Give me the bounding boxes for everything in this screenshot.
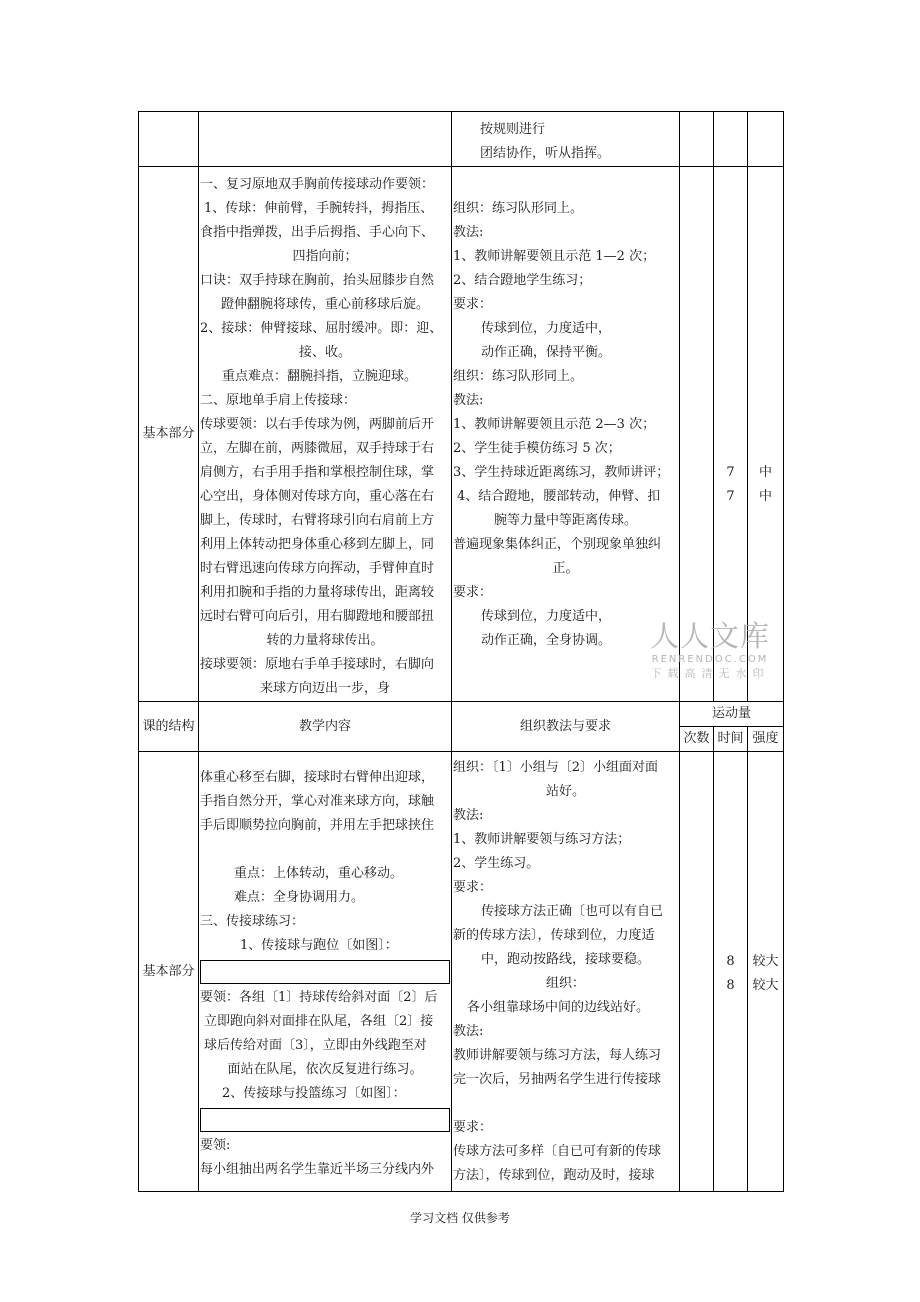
intensity-value: 较大: [752, 954, 779, 969]
content-line: 难点：全身协调用力。: [234, 890, 365, 905]
content-line: 远时右臂可向后引，用右脚蹬地和腰部扭: [200, 609, 435, 624]
org-line: 方法〕，传球到位，跑动及时，接球: [453, 1168, 655, 1183]
duration-value: 7: [726, 465, 735, 480]
intensity-cell: [748, 112, 784, 167]
content-line: 要领:: [200, 1138, 231, 1153]
content-line: 利用上体转动把身体重心移到左脚上，同: [200, 537, 435, 552]
intensity-value: 较大: [752, 978, 779, 993]
content-line: 转的力量将球传出。: [266, 633, 384, 648]
content-cell: [199, 752, 452, 1192]
watermark-domain: RENRENDOC.COM: [651, 654, 769, 665]
content-line: 肩侧方，右手用手指和掌根控制住球，掌: [200, 465, 435, 480]
watermark: [645, 618, 775, 682]
blank-line: [453, 1092, 678, 1116]
content-line: 口诀：双手持球在胸前，抬头屈膝步自然: [200, 273, 435, 288]
content-line: 蹬伸翻腕将球传，重心前移球后旋。: [220, 297, 429, 312]
intensity-cell: [748, 752, 784, 1192]
org-line: 传球到位，力度适中，: [481, 609, 612, 624]
content-line: 要领：各组〔1〕持球传给斜对面〔2〕后: [200, 990, 438, 1005]
blank-line: [200, 838, 450, 862]
org-line: 组织：练习队形同上。: [453, 369, 584, 384]
content-line: 三、传接球练习：: [200, 914, 305, 929]
header-times: 次数: [680, 727, 714, 752]
header-duration: 时间: [714, 727, 748, 752]
duration-value: 8: [726, 978, 735, 993]
content-line: 心空出，身体侧对传球方向，重心落在右: [200, 489, 435, 504]
content-line: 接球要领：原地右手单手接球时，右脚向: [200, 657, 435, 672]
structure-cell: [139, 112, 199, 167]
content-line: 立即跑向斜对面排在队尾，各组〔2〕接: [204, 1014, 434, 1029]
content-line: 时右臂迅速向传球方向挥动，手臂伸直时: [200, 561, 435, 576]
content-line: 传球要领：以右手传球为例，两脚前后开: [200, 417, 435, 432]
org-cell: [452, 112, 680, 167]
times-cell: [680, 112, 714, 167]
content-cell: [199, 112, 452, 167]
org-line: 动作正确，全身协调。: [481, 633, 612, 648]
org-line: 按规则进行: [480, 122, 546, 137]
content-line: 立，左脚在前，两膝微屈，双手持球于右: [200, 441, 435, 456]
content-line: 体重心移至右脚，接球时右臂伸出迎球，: [200, 770, 435, 785]
org-line: 要求：: [453, 297, 493, 312]
watermark-tagline: 下载高清无水印: [650, 667, 770, 680]
org-line: 动作正确，保持平衡。: [481, 345, 612, 360]
org-line: 要求：: [453, 1120, 493, 1135]
content-line: 手指自然分开，掌心对准来球方向，球触: [200, 794, 435, 809]
header-content: 教学内容: [199, 702, 452, 752]
content-line: 脚上，传球时，右臂将球引向右肩前上方: [200, 513, 435, 528]
org-line: 传球到位，力度适中，: [481, 321, 612, 336]
content-line: 1、传接球与跑位〔如图〕：: [240, 938, 398, 953]
header-load: 运动量: [680, 702, 784, 727]
org-line: 新的传球方法〕，传球到位，力度适: [453, 928, 655, 943]
org-line: 教法:: [453, 393, 484, 408]
content-line: 重点难点：翻腕抖指，立腕迎球。: [222, 369, 418, 384]
intensity-value: 中: [758, 489, 772, 504]
content-line: 2、传接球与投篮练习〔如图〕：: [222, 1086, 406, 1101]
org-line: 腕等力量中等距离传球。: [493, 513, 637, 528]
watermark-title: 人人文库: [649, 619, 770, 653]
org-line: 传球方法可多样〔自已可有新的传球: [453, 1144, 662, 1159]
org-line: 4、结合蹬地，腰部转动，伸臂、扣: [457, 489, 661, 504]
org-line: 教法:: [453, 808, 484, 823]
content-line: 来球方向迈出一步，身: [259, 681, 390, 696]
content-line: 球后传给对面〔3〕，立即由外线跑至对: [204, 1038, 427, 1053]
org-line: 传接球方法正确〔也可以有自已: [481, 904, 664, 919]
org-line: 正。: [552, 561, 579, 576]
content-line: 接、收。: [298, 345, 351, 360]
content-line: 食指中指弹拨，出手后拇指、手心向下、: [200, 225, 435, 240]
duration-value: 7: [726, 489, 735, 504]
header-org: 组织教法与要求: [452, 702, 680, 752]
org-line: 1、教师讲解要领与练习方法；: [453, 832, 631, 847]
content-line: 2、接球：伸臂接球、屈肘缓冲。即：迎、: [200, 321, 443, 336]
org-cell: [452, 752, 680, 1192]
org-line: 2、学生练习。: [453, 856, 540, 871]
org-line: 教法:: [453, 1024, 484, 1039]
content-line: 四指向前；: [292, 249, 358, 264]
intensity-value: 中: [758, 465, 772, 480]
org-line: 团结协作，听从指挥。: [480, 146, 611, 161]
content-line: 利用扣腕和手指的力量将球传出，距离较: [200, 585, 435, 600]
org-line: 各小组靠球场中间的边线站好。: [467, 1000, 650, 1015]
org-line: 组织：〔1〕小组与〔2〕小组面对面: [453, 760, 659, 775]
duration-cell: [714, 752, 748, 1192]
org-line: 教法:: [453, 225, 484, 240]
duration-cell: [714, 112, 748, 167]
org-line: 完一次后，另抽两名学生进行传接球: [453, 1072, 662, 1087]
org-line: 中，跑动按路线，接球要稳。: [480, 952, 650, 967]
diagram-placeholder: [200, 960, 450, 984]
org-line: 教师讲解要领与练习方法，每人练习: [453, 1048, 662, 1063]
structure-label: 基本部分: [139, 752, 199, 1192]
content-line: 重点：上体转动，重心移动。: [234, 866, 404, 881]
header-structure: 课的结构: [139, 702, 199, 752]
org-line: 站好。: [545, 784, 585, 799]
content-line: 每小组抽出两名学生靠近半场三分线内外: [200, 1162, 435, 1177]
content-line: 手后即顺势拉向胸前，并用左手把球挟住: [200, 818, 435, 833]
org-line: 要求：: [453, 585, 493, 600]
content-line: 面站在队尾，依次反复进行练习。: [227, 1062, 423, 1077]
content-line: 1、传球：伸前臂，手腕转抖，拇指压、: [204, 201, 434, 216]
org-line: 1、教师讲解要领且示范 1—2 次；: [453, 249, 656, 264]
content-line: 一、复习原地双手胸前传接球动作要领：: [200, 177, 435, 192]
diagram-placeholder: [200, 1108, 450, 1132]
org-line: 普遍现象集体纠正，个别现象单独纠: [453, 537, 662, 552]
org-line: 组织：: [545, 976, 585, 991]
org-line: 1、教师讲解要领且示范 2—3 次；: [453, 417, 656, 432]
section-continued-row: [139, 112, 784, 167]
org-line: 2、结合蹬地学生练习；: [453, 273, 592, 288]
structure-label: 基本部分: [139, 167, 199, 702]
section-basic-part-2: [139, 752, 784, 1192]
header-row: [139, 702, 784, 727]
header-intensity: 强度: [748, 727, 784, 752]
duration-value: 8: [726, 954, 735, 969]
org-line: 2、学生徒手模仿练习 5 次；: [453, 441, 621, 456]
org-line: 3、学生持球近距离练习，教师讲评；: [453, 465, 670, 480]
page-footer: 学习文档 仅供参考: [410, 1211, 510, 1225]
org-line: 要求：: [453, 880, 493, 895]
content-line: 二、原地单手肩上传接球：: [200, 393, 357, 408]
times-cell: [680, 752, 714, 1192]
org-line: 组织：练习队形同上。: [453, 201, 584, 216]
content-cell: [199, 167, 452, 702]
